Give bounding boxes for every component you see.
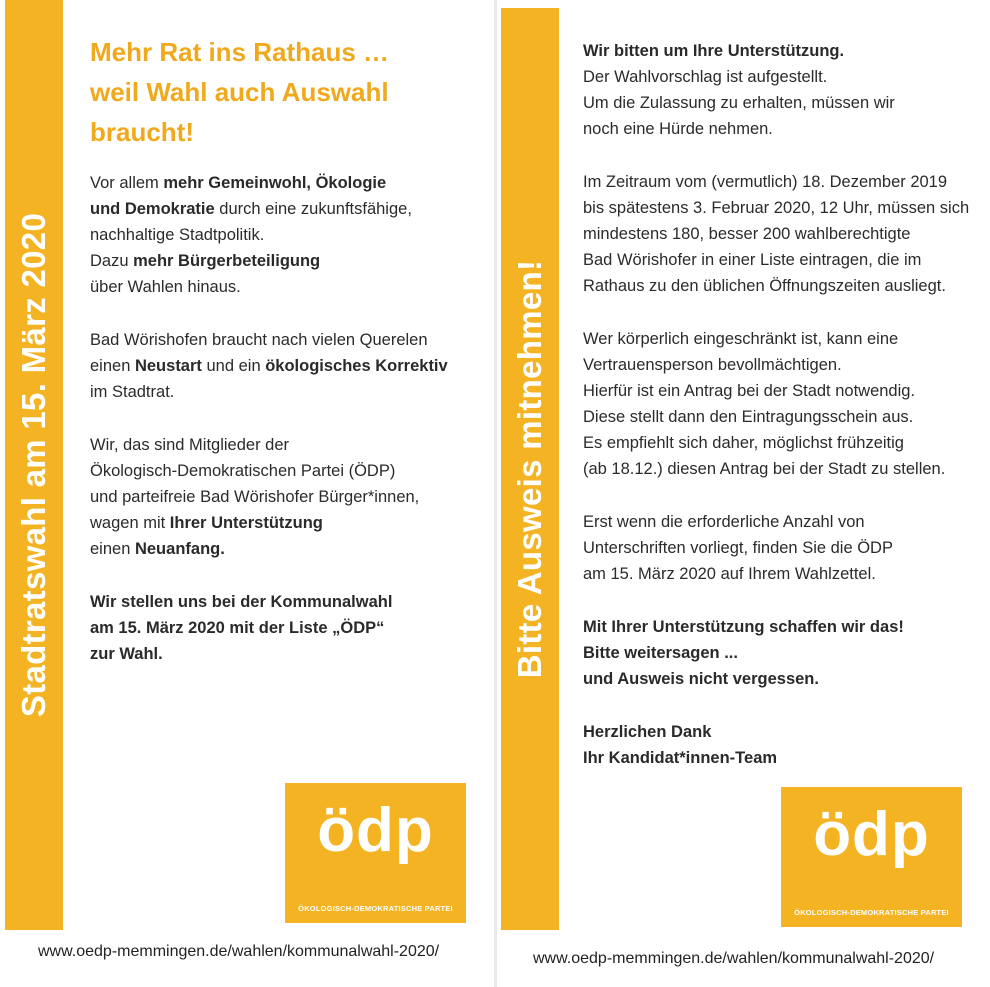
text: Es empfiehlt sich daher, möglichst frühzeitig	[583, 434, 904, 452]
text: Der Wahlvorschlag ist aufgestellt.	[583, 68, 828, 86]
text: und ein	[201, 357, 266, 375]
text: bis spätestens 3. Februar 2020, 12 Uhr, müssen sich	[583, 199, 970, 217]
text: (ab 18.12.) diesen Antrag bei der Stadt zu stellen.	[583, 460, 946, 478]
bold-text: Herzlichen Dank	[583, 723, 712, 741]
text: Dazu	[90, 252, 134, 270]
text: im Stadtrat.	[90, 383, 175, 401]
bold-text: Bitte weitersagen ...	[583, 644, 738, 662]
bold-text: Ihrer Unterstützung	[169, 514, 323, 532]
paragraph	[583, 38, 983, 142]
text: Wer körperlich eingeschränkt ist, kann eine	[583, 330, 899, 348]
headline	[90, 32, 470, 152]
bold-text: und Demokratie	[90, 200, 215, 218]
text: Unterschriften vorliegt, finden Sie die ÖDP	[583, 539, 893, 557]
bold-text: am 15. März 2020 mit der Liste „ÖDP“	[90, 619, 385, 637]
oedp-logo	[781, 787, 962, 927]
bold-text: mehr Bürgerbeteiligung	[133, 252, 321, 270]
text: durch eine zukunftsfähige,	[214, 200, 412, 218]
headline-line: weil Wahl auch Auswahl	[90, 77, 389, 107]
bold-text: Neuanfang.	[134, 540, 225, 558]
headline-line: Mehr Rat ins Rathaus …	[90, 37, 390, 67]
text: über Wahlen hinaus.	[90, 278, 241, 296]
logo-subtitle: ÖKOLOGISCH-DEMOKRATISCHE PARTEI	[298, 904, 453, 913]
text: einen	[90, 357, 135, 375]
logo-wordmark: ödp	[317, 796, 434, 865]
text: noch eine Hürde nehmen.	[583, 120, 773, 138]
text: Ökologisch-Demokratischen Partei (ÖDP)	[90, 462, 396, 480]
bold-text: Wir stellen uns bei der Kommunalwahl	[90, 593, 393, 611]
bold-text: zur Wahl.	[90, 645, 163, 663]
paragraph	[583, 326, 983, 482]
text: am 15. März 2020 auf Ihrem Wahlzettel.	[583, 565, 876, 583]
side-banner-text: Bitte Ausweis mitnehmen!	[511, 259, 548, 679]
bold-text: ökologisches Korrektiv	[265, 357, 448, 375]
bold-text: mehr Gemeinwohl, Ökologie	[163, 174, 387, 192]
bold-text: Mit Ihrer Unterstützung schaffen wir das!	[583, 618, 904, 636]
text: Vor allem	[90, 174, 164, 192]
paragraph	[90, 432, 485, 562]
logo-subtitle: ÖKOLOGISCH-DEMOKRATISCHE PARTEI	[794, 908, 949, 917]
text: und parteifreie Bad Wörishofer Bürger*innen,	[90, 488, 420, 506]
bold-text: Ihr Kandidat*innen-Team	[583, 749, 778, 767]
text: Erst wenn die erforderliche Anzahl von	[583, 513, 865, 531]
flyer-back	[497, 0, 990, 987]
text: einen	[90, 540, 135, 558]
text: Wir, das sind Mitglieder der	[90, 436, 289, 454]
paragraph	[583, 169, 983, 299]
paragraph-bold	[583, 614, 983, 692]
side-banner-text: Stadtratswahl am 15. März 2020	[15, 212, 52, 718]
text: wagen mit	[90, 514, 170, 532]
paragraph	[583, 509, 983, 587]
text: Vertrauensperson bevollmächtigen.	[583, 356, 842, 374]
footer-url: www.oedp-memmingen.de/wahlen/kommunalwahl-2020/	[533, 950, 935, 967]
body-text	[583, 38, 983, 798]
bold-text: und Ausweis nicht vergessen.	[583, 670, 819, 688]
text: Bad Wörishofer in einer Liste eintragen, die im	[583, 251, 922, 269]
paragraph	[90, 327, 485, 405]
text: nachhaltige Stadtpolitik.	[90, 226, 265, 244]
paragraph	[90, 170, 485, 300]
footer-url: www.oedp-memmingen.de/wahlen/kommunalwahl-2020/	[38, 943, 440, 960]
bold-text: Neustart	[134, 357, 202, 375]
text: Bad Wörishofen braucht nach vielen Querelen	[90, 331, 428, 349]
body-text	[90, 170, 485, 694]
side-banner	[5, 0, 63, 930]
side-banner	[501, 8, 559, 930]
text: mindestens 180, besser 200 wahlberechtigte	[583, 225, 911, 243]
bold-text: Wir bitten um Ihre Unterstützung.	[583, 42, 845, 60]
paragraph-bold	[90, 589, 485, 667]
logo-wordmark: ödp	[813, 800, 930, 869]
headline-line: braucht!	[90, 117, 194, 147]
text: Diese stellt dann den Eintragungsschein aus.	[583, 408, 914, 426]
text: Im Zeitraum vom (vermutlich) 18. Dezember 2019	[583, 173, 948, 191]
signature	[583, 719, 983, 771]
text: Rathaus zu den üblichen Öffnungszeiten ausliegt.	[583, 277, 946, 295]
oedp-logo	[285, 783, 466, 923]
text: Hierfür ist ein Antrag bei der Stadt notwendig.	[583, 382, 916, 400]
text: Um die Zulassung zu erhalten, müssen wir	[583, 94, 895, 112]
